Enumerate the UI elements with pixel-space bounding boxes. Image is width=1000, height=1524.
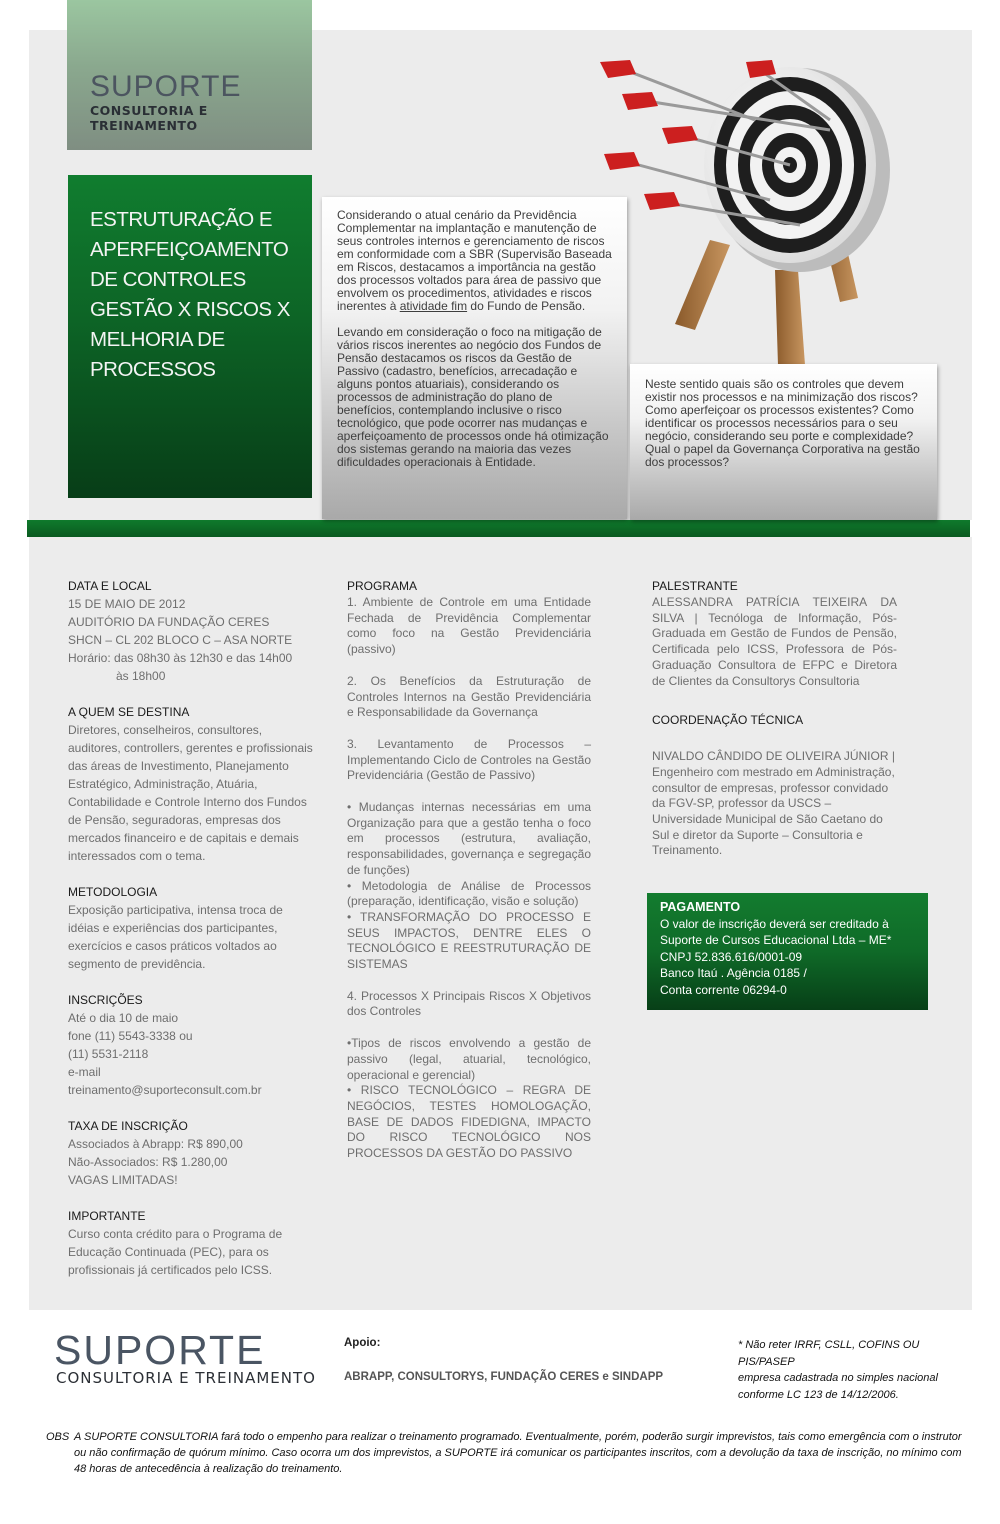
section-heading: PROGRAMA <box>347 579 418 593</box>
intro-card <box>322 197 627 519</box>
section-destina: A QUEM SE DESTINA Diretores, conselheiros, consultores, auditores, controllers, gerentes e profissionais das áreas de Investimento, Planejamento Estratégico, Administração, Atuária, Contabilidade e Controle Interno dos Fundos de Pensão, seguradoras, empresas dos mercados financeiro e de capitais e demais interessados com o tema. <box>68 705 313 863</box>
questions-card <box>630 364 937 520</box>
section-heading: IMPORTANTE <box>68 1209 146 1223</box>
title-line: MELHORIA DE <box>90 328 225 351</box>
intro-paragraph-2: Levando em consideração o foco na mitigação de vários riscos inerentes ao negócio dos Fundos de Pensão destacamos os riscos da Gestão de Passivo (cadastro, benefícios, arrecadação e alguns pontos atuariais), considerando os processos de administração do plano de benefícios, contemplando inclusive o risco tecnológico, que pode ocorrer nas mudanças e aperfeiçoamento de processos onde há otimização dos sistemas gerando na maioria das vezes dificuldades operacionais à Entidade. <box>337 325 609 469</box>
section-heading: DATA E LOCAL <box>68 579 152 593</box>
section-heading: A QUEM SE DESTINA <box>68 705 190 719</box>
email-link[interactable]: treinamento@suporteconsult.com.br <box>68 1083 262 1097</box>
program-item: 2. Os Benefícios da Estruturação de Controles Internos na Gestão Previdenciária e Responsabilidade da Governança <box>347 673 591 720</box>
section-heading: METODOLOGIA <box>68 885 158 899</box>
obs-note <box>46 1429 976 1478</box>
program-bullet: • TRANSFORMAÇÃO DO PROCESSO E SEUS IMPACTOS, DENTRE ELES O TECNOLÓGICO E REESTRUTURAÇÃO DE SISTEMAS <box>347 909 591 972</box>
section-importante: IMPORTANTE Curso conta crédito para o Programa de Educação Continuada (PEC), para os profissionais já certificados pelo ICSS. <box>68 1207 313 1279</box>
atividade-fim-link[interactable]: atividade fim <box>399 299 468 313</box>
program-bullet: • Mudanças internas necessárias em uma Organização para que a gestão tenha o foco em processos (estrutura, avaliação, responsabilidades, governança e segregação de funções) <box>347 800 591 877</box>
support-label: Apoio: <box>344 1337 381 1349</box>
section-taxa: TAXA DE INSCRIÇÃO Associados à Abrapp: R$ 890,00 Não-Associados: R$ 1.280,00 VAGAS LIMITADAS! <box>68 1117 313 1189</box>
payment-heading: PAGAMENTO <box>660 900 741 914</box>
title-line: DE CONTROLES <box>90 268 246 291</box>
footer-logo-main: SUPORTE <box>54 1327 266 1373</box>
title-line: GESTÃO X RISCOS X <box>90 298 290 321</box>
support-partners: ABRAPP, CONSULTORYS, FUNDAÇÃO CERES e SINDAPP <box>344 1371 664 1383</box>
section-inscricoes: INSCRIÇÕES Até o dia 10 de maio fone (11) 5543-3338 ou (11) 5531-2118 e-mail treinamento@suporteconsult.com.br <box>68 991 313 1099</box>
divider-bar <box>27 520 970 537</box>
logo-main: SUPORTE <box>90 70 242 103</box>
event-title <box>68 175 312 498</box>
title-line: PROCESSOS <box>90 358 216 381</box>
programa-column <box>347 577 591 1162</box>
section-heading: COORDENAÇÃO TÉCNICA <box>652 713 804 728</box>
title-line: APERFEIÇOAMENTO <box>90 238 289 261</box>
section-data-local: DATA E LOCAL 15 DE MAIO DE 2012 AUDITÓRIO DA FUNDAÇÃO CERES SHCN – CL 202 BLOCO C – ASA NORTE Horário: das 08h30 às 12h30 e das 14h00 às 18h00 <box>68 577 313 685</box>
section-metodologia: METODOLOGIA Exposição participativa, intensa troca de idéias e experiências dos participantes, exercícios e casos práticos voltados ao segmento de previdência. <box>68 883 313 973</box>
logo-sub: CONSULTORIA E TREINAMENTO <box>90 103 208 133</box>
program-item: 3. Levantamento de Processos – Implementando Ciclo de Controles na Gestão Previdenciária (Gestão de Passivo) <box>347 736 591 783</box>
program-bullet: • RISCO TECNOLÓGICO – REGRA DE NEGÓCIOS, TESTES HOMOLOGAÇÃO, BASE DE DADOS FIDEDIGNA, IMPACTO DO RISCO TECNOLÓGICO NOS PROCESSOS DA GESTÃO DO PASSIVO <box>347 1083 591 1161</box>
speaker-column <box>652 577 897 859</box>
section-heading: PALESTRANTE <box>652 579 738 593</box>
obs-label: OBS <box>46 1431 70 1443</box>
program-item: 4. Processos X Principais Riscos X Objetivos dos Controles <box>347 988 591 1019</box>
section-heading: TAXA DE INSCRIÇÃO <box>68 1119 188 1133</box>
intro-paragraph-1: Considerando o atual cenário da Previdência Complementar na implantação e manutenção de seus controles internos e gerenciamento de riscos em conformidade com a SBR (Supervisão Baseada em Riscos, destacamos a importância na gestão dos processos voltados para área de passivo que envolvem os procedimentos, atividades e riscos inerentes à atividade fim do Fundo de Pensão. <box>337 208 612 313</box>
program-bullet: • Metodologia de Análise de Processos (preparação, identificação, visão e solução) <box>347 878 591 909</box>
tax-note: * Não reter IRRF, CSLL, COFINS OU PIS/PASEP empresa cadastrada no simples nacional conforme LC 123 de 14/12/2006. <box>738 1339 938 1401</box>
program-item: 1. Ambiente de Controle em uma Entidade Fechada de Previdência Complementar como foco na Gestão Previdenciária (passivo) <box>347 595 591 657</box>
title-line: ESTRUTURAÇÃO E <box>90 208 273 231</box>
questions-text: Neste sentido quais são os controles que devem existir nos processos e na minimização dos riscos? Como aperfeiçoar os processos existentes? Como identificar os processos necessários para o seu negócio, considerando seu porte e complexidade? Qual o papel da Governança Corporativa na gestão dos processos? <box>645 377 920 469</box>
payment-box: PAGAMENTO O valor de inscrição deverá ser creditado à Suporte de Cursos Educacional Ltda – ME* CNPJ 52.836.616/0001-09 Banco Itaú . Agência 0185 / Conta corrente 06294-0 <box>647 893 928 1010</box>
target-illustration <box>600 40 940 365</box>
coordinator-bio: NIVALDO CÂNDIDO DE OLIVEIRA JÚNIOR | Engenheiro com mestrado em Administração, consultor de empresas, professor convidado da FGV-SP, professor da USCS – Universidade Municipal de São Caetano do Sul e diretor da Suporte – Consultoria e Treinamento. <box>652 749 895 858</box>
speaker-bio: ALESSANDRA PATRÍCIA TEIXEIRA DA SILVA | Tecnóloga de Informação, Pós-Graduada em Gestão de Fundos de Pensão, Certificada pelo ICSS, Professora de Pós-Graduação Consultora de EFPC e Diretora de Clientes da Consultorys Consultoria <box>652 595 897 688</box>
obs-text: A SUPORTE CONSULTORIA fará todo o empenho para realizar o treinamento programado. Eventualmente, porém, poderão surgir imprevistos, tais como emergência com o instrutor ou não confirmação de quórum mínimo. Caso ocorra um dos imprevistos, a SUPORTE irá comunicar os participantes inscritos, com a devolução da taxa de inscrição, no mínimo com 48 horas de antecedência à realização do treinamento. <box>74 1431 962 1476</box>
logo-box <box>67 0 312 150</box>
info-column <box>68 577 313 1297</box>
footer-logo-sub: CONSULTORIA E TREINAMENTO <box>56 1369 316 1387</box>
section-heading: INSCRIÇÕES <box>68 993 143 1007</box>
program-bullet: •Tipos de riscos envolvendo a gestão de passivo (legal, atuarial, tecnológico, operacional e gerencial) <box>347 1036 591 1082</box>
